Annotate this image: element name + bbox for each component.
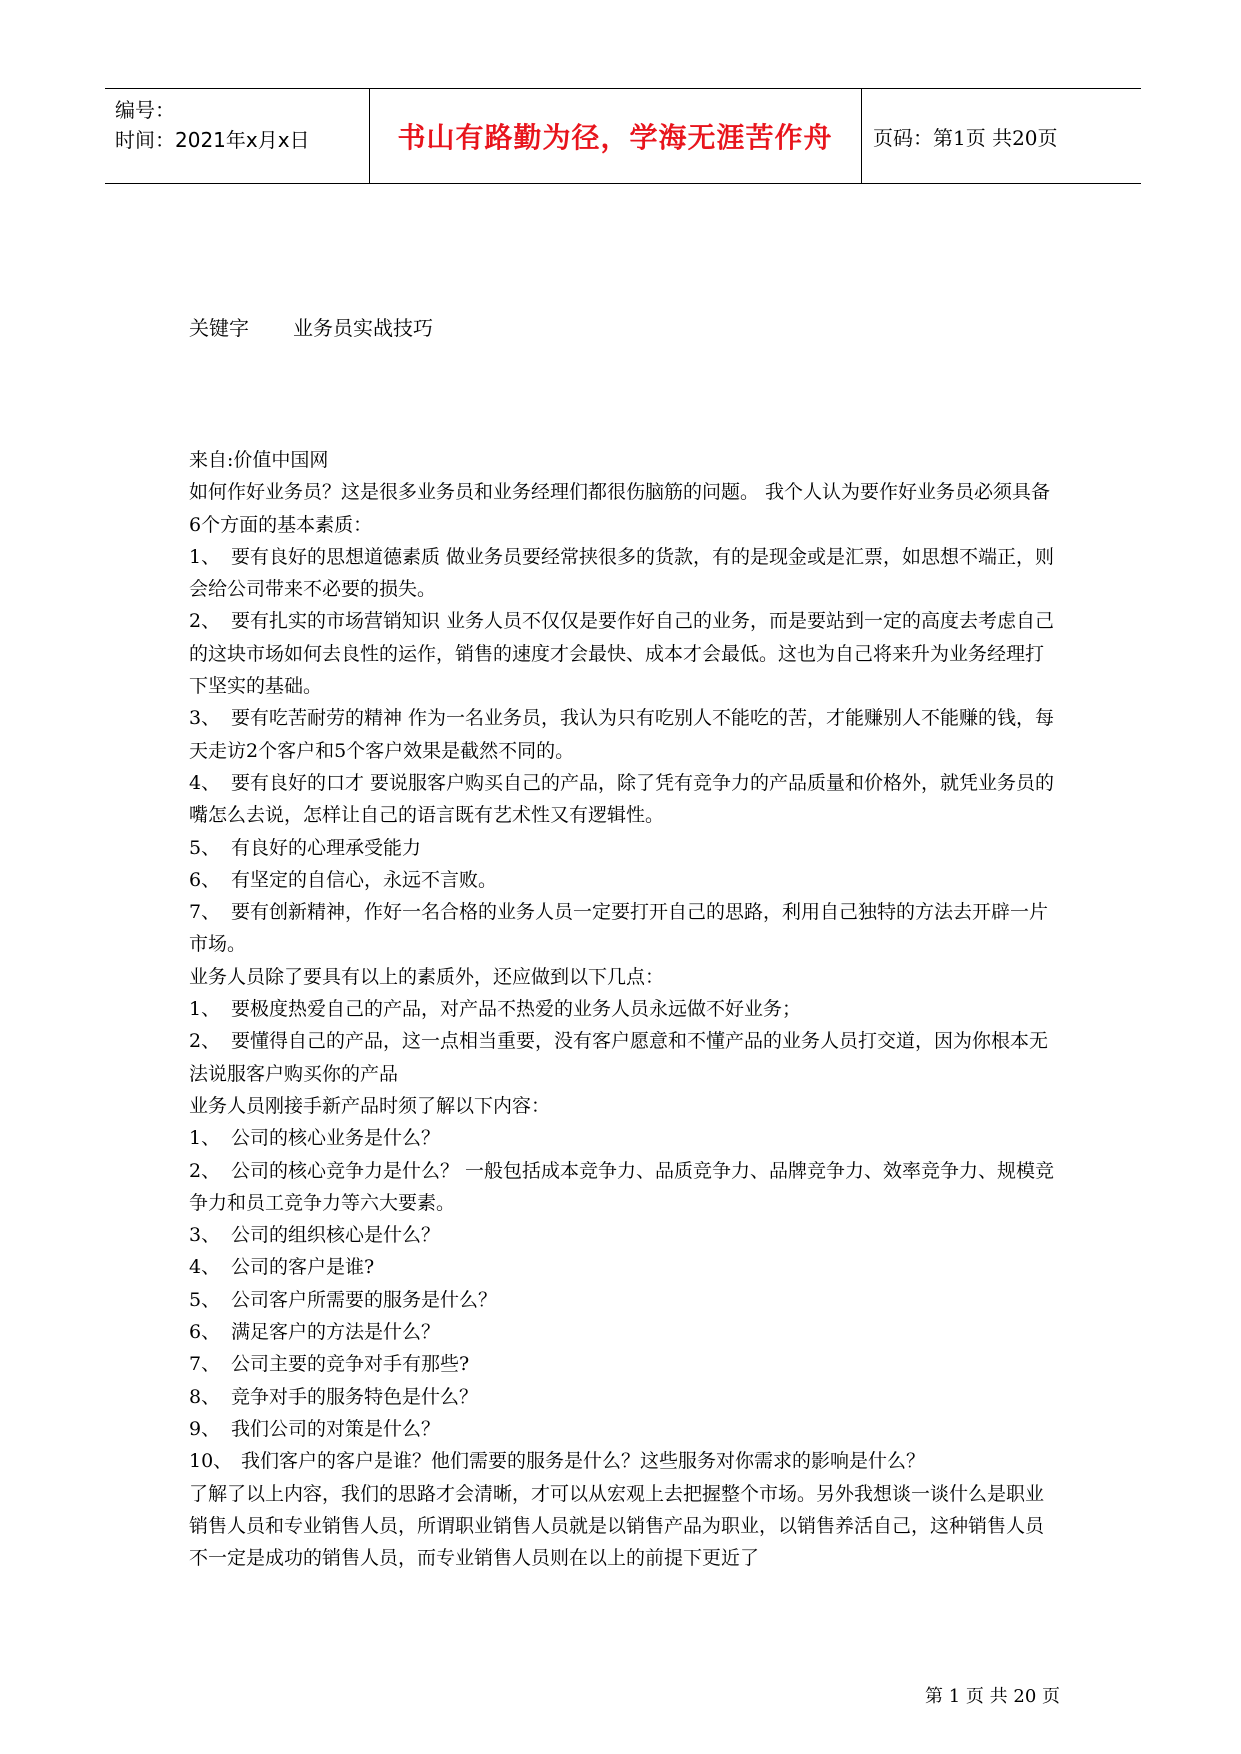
time-label: 时间：2021年x月x日 bbox=[115, 128, 310, 152]
list-number: 5、 bbox=[189, 1288, 221, 1311]
paragraph bbox=[189, 1445, 1059, 1477]
paragraph-text: 要有良好的思想道德素质 做业务员要经常挟很多的货款，有的是现金或是汇票，如思想不端正，则会给公司带来不必要的损失。 bbox=[189, 545, 1055, 601]
list-number: 4、 bbox=[189, 771, 221, 794]
paragraph-text: 竞争对手的服务特色是什么？ bbox=[231, 1385, 479, 1408]
paragraph bbox=[189, 832, 1059, 864]
list-number: 9、 bbox=[189, 1417, 221, 1440]
serial-label: 编号： bbox=[115, 98, 175, 122]
list-number: 1、 bbox=[189, 1127, 221, 1150]
paragraph bbox=[189, 961, 1059, 993]
paragraph bbox=[189, 864, 1059, 896]
paragraph-text: 公司的组织核心是什么？ bbox=[231, 1224, 441, 1247]
paragraph-text: 公司主要的竞争对手有那些? bbox=[231, 1353, 470, 1376]
list-number: 2、 bbox=[189, 1030, 221, 1053]
paragraph-text: 如何作好业务员？这是很多业务员和业务经理们都很伤脑筋的问题。 我个人认为要作好业务员必须具备6个方面的基本素质： bbox=[189, 481, 1051, 536]
paragraph bbox=[189, 1251, 1059, 1283]
paragraph bbox=[189, 896, 1059, 961]
list-number: 7、 bbox=[189, 1353, 221, 1376]
paragraph-text: 有坚定的自信心，永远不言败。 bbox=[231, 868, 498, 891]
list-number: 3、 bbox=[189, 1224, 221, 1247]
list-number: 7、 bbox=[189, 901, 221, 924]
paragraph-text: 我们公司的对策是什么？ bbox=[231, 1417, 441, 1440]
paragraph-text: 了解了以上内容，我们的思路才会清晰，才可以从宏观上去把握整个市场。另外我想谈一谈什么是职业销售人员和专业销售人员，所谓职业销售人员就是以销售产品为职业，以销售养活自己，这种销售人员不一定是成功的销售人员，而专业销售人员则在以上的前提下更近了 bbox=[189, 1482, 1045, 1570]
keyword-value: 业务员实战技巧 bbox=[293, 316, 433, 340]
paragraph bbox=[189, 993, 1059, 1025]
page-footer: 第 1 页 共 20 页 bbox=[925, 1686, 1060, 1707]
paragraph bbox=[189, 1348, 1059, 1380]
paragraph-text: 公司的核心业务是什么？ bbox=[231, 1127, 441, 1150]
paragraph-text: 来自:价值中国网 bbox=[189, 449, 329, 471]
keyword-label: 关键字 bbox=[189, 316, 249, 340]
list-number: 6、 bbox=[189, 1321, 221, 1344]
paragraph bbox=[189, 1122, 1059, 1154]
paragraph-text: 公司的核心竞争力是什么？ 一般包括成本竞争力、品质竞争力、品牌竞争力、效率竞争力、规模竞争力和员工竞争力等六大要素。 bbox=[189, 1159, 1055, 1214]
paragraph bbox=[189, 541, 1059, 606]
paragraph bbox=[189, 767, 1059, 832]
list-number: 1、 bbox=[189, 998, 221, 1021]
header-page-code: 页码：第1页 共20页 bbox=[873, 125, 1058, 150]
list-number: 4、 bbox=[189, 1256, 221, 1279]
paragraph bbox=[189, 1090, 1059, 1122]
paragraph bbox=[189, 1478, 1059, 1575]
paragraph-text: 要懂得自己的产品，这一点相当重要，没有客户愿意和不懂产品的业务人员打交道，因为你根本无法说服客户购买你的产品 bbox=[189, 1030, 1049, 1085]
paragraph bbox=[189, 476, 1059, 541]
header-divider bbox=[369, 89, 370, 183]
paragraph-text: 要有创新精神，作好一名合格的业务人员一定要打开自己的思路，利用自己独特的方法去开辟一片市场。 bbox=[189, 901, 1049, 956]
paragraph-text: 公司的客户是谁? bbox=[231, 1256, 375, 1279]
header-meta bbox=[115, 95, 365, 155]
paragraph-text: 要有吃苦耐劳的精神 作为一名业务员，我认为只有吃别人不能吃的苦，才能赚别人不能赚的钱，每天走访2个客户和5个客户效果是截然不同的。 bbox=[189, 707, 1055, 762]
list-number: 10、 bbox=[189, 1450, 233, 1473]
list-number: 2、 bbox=[189, 610, 221, 633]
paragraph-text: 要有扎实的市场营销知识 业务人员不仅仅是要作好自己的业务，而是要站到一定的高度去考虑自己的这块市场如何去良性的运作，销售的速度才会最快、成本才会最低。这也为自己将来升为业务经理打下坚实的基础。 bbox=[189, 610, 1055, 698]
list-number: 5、 bbox=[189, 836, 221, 859]
header-divider bbox=[861, 89, 862, 183]
paragraph bbox=[189, 1025, 1059, 1090]
paragraph bbox=[189, 1155, 1059, 1220]
paragraph-text: 要极度热爱自己的产品，对产品不热爱的业务人员永远做不好业务； bbox=[231, 998, 802, 1021]
paragraph-text: 有良好的心理承受能力 bbox=[231, 836, 422, 859]
header-motto: 书山有路勤为径，学海无涯苦作舟 bbox=[397, 121, 833, 154]
paragraph-text: 满足客户的方法是什么？ bbox=[231, 1321, 441, 1344]
paragraph bbox=[189, 1316, 1059, 1348]
list-number: 8、 bbox=[189, 1385, 221, 1408]
paragraph bbox=[189, 605, 1059, 702]
paragraph bbox=[189, 444, 1059, 476]
list-number: 3、 bbox=[189, 707, 221, 730]
paragraph-text: 公司客户所需要的服务是什么？ bbox=[231, 1288, 498, 1311]
paragraph-text: 业务人员刚接手新产品时须了解以下内容： bbox=[189, 1094, 551, 1117]
list-number: 1、 bbox=[189, 545, 221, 568]
paragraph bbox=[189, 1284, 1059, 1316]
paragraph-text: 业务人员除了要具有以上的素质外，还应做到以下几点： bbox=[189, 965, 665, 988]
list-number: 2、 bbox=[189, 1159, 221, 1182]
list-number: 6、 bbox=[189, 868, 221, 891]
document-body bbox=[189, 444, 1059, 1574]
paragraph bbox=[189, 1413, 1059, 1445]
keyword-line bbox=[189, 313, 433, 343]
paragraph bbox=[189, 1381, 1059, 1413]
paragraph-text: 我们客户的客户是谁？他们需要的服务是什么？这些服务对你需求的影响是什么？ bbox=[241, 1450, 926, 1473]
paragraph bbox=[189, 702, 1059, 767]
paragraph-text: 要有良好的口才 要说服客户购买自己的产品，除了凭有竞争力的产品质量和价格外，就凭业务员的嘴怎么去说，怎样让自己的语言既有艺术性又有逻辑性。 bbox=[189, 771, 1055, 827]
document-header-table bbox=[105, 88, 1141, 184]
paragraph bbox=[189, 1219, 1059, 1251]
